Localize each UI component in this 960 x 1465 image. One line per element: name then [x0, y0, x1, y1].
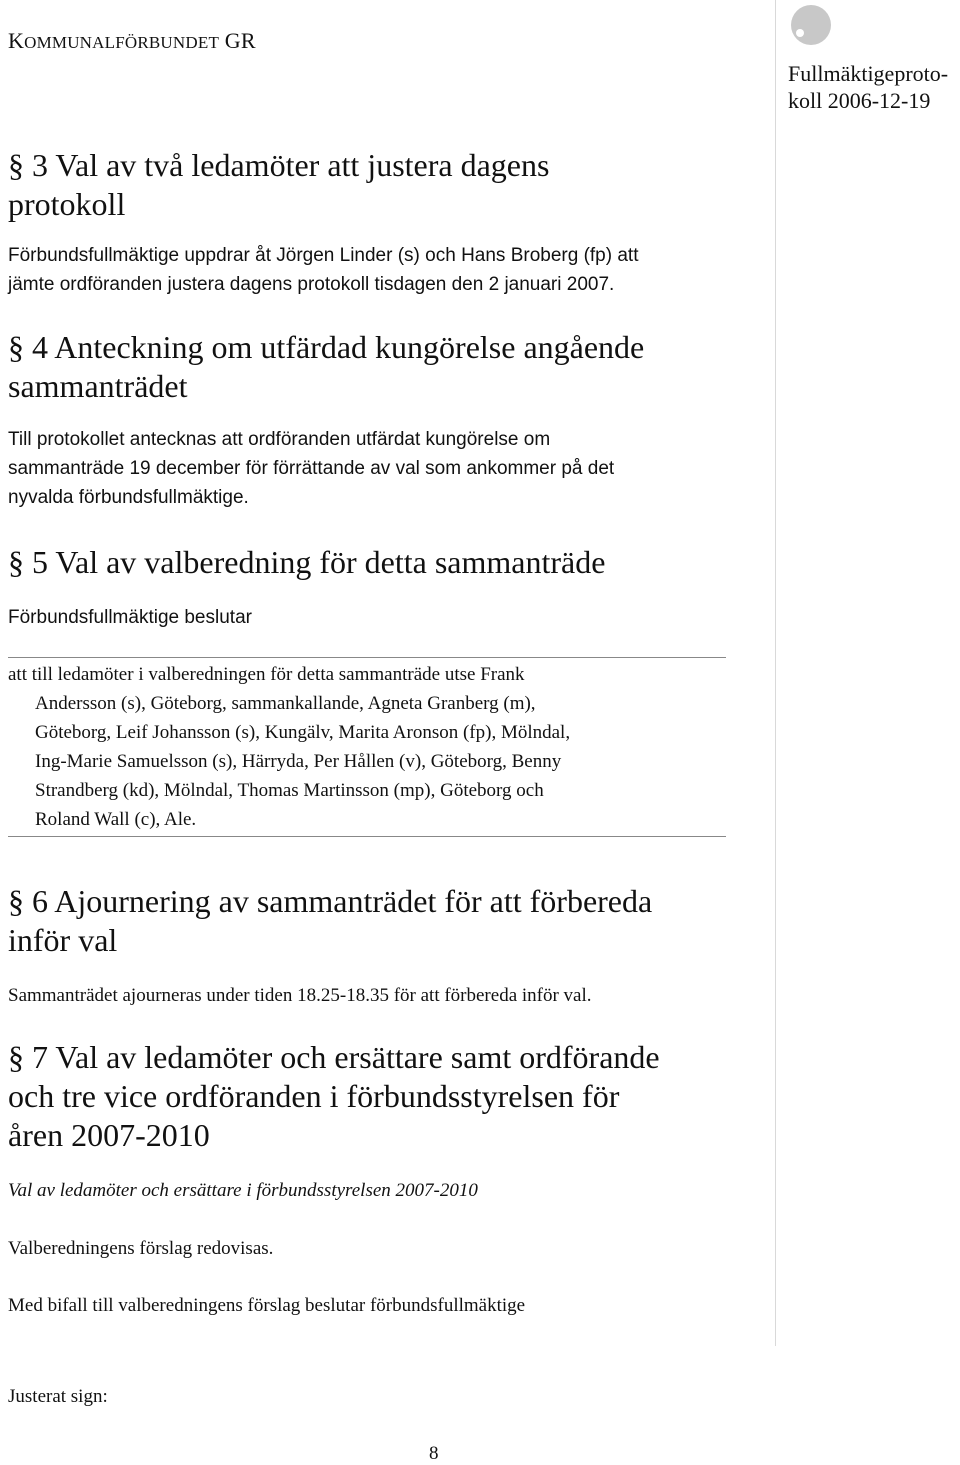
gr-logo-icon	[788, 2, 834, 48]
section-7-body-line1: Valberedningens förslag redovisas.	[8, 1238, 274, 1259]
section-7-title-line1: 7 Val av ledamöter och ersättare samt ordförande	[32, 1039, 660, 1075]
section-7-title	[8, 1038, 768, 1155]
section-7-body-line2: Med bifall till valberedningens förslag beslutar förbundsfullmäktige	[8, 1295, 526, 1316]
document-type	[788, 60, 958, 114]
section-7-subheading: Val av ledamöter och ersättare i förbundsstyrelsen 2007-2010	[8, 1180, 478, 1201]
org-name-first-letter: K	[8, 28, 25, 53]
section-4-title-line1: 4 Anteckning om utfärdad kungörelse angående	[32, 329, 645, 365]
decision-line6: Roland Wall (c), Ale.	[35, 809, 197, 830]
paragraph-symbol: §	[8, 544, 24, 580]
section-3-title-line2: protokoll	[8, 186, 126, 222]
margin-divider	[775, 0, 776, 1346]
section-4-body-line3: nyvalda förbundsfullmäktige.	[8, 487, 249, 508]
paragraph-symbol: §	[8, 147, 24, 183]
decision-line2: Andersson (s), Göteborg, sammankallande, Agneta Granberg (m),	[35, 693, 536, 714]
section-4-title	[8, 328, 768, 406]
section-5	[8, 543, 768, 582]
section-5-title-line1: 5 Val av valberedning för detta sammanträde	[32, 544, 606, 580]
section-3-body	[8, 241, 768, 299]
page-number: 8	[429, 1443, 439, 1464]
doc-type-line1: Fullmäktigeproto-	[788, 61, 949, 86]
section-5-body-line1: Förbundsfullmäktige beslutar	[8, 607, 252, 628]
decision-line1: att till ledamöter i valberedningen för detta sammanträde utse Frank	[8, 664, 525, 685]
org-name-rest: OMMUNALFÖRBUNDET	[24, 33, 220, 52]
section-6	[8, 882, 768, 960]
paragraph-symbol: §	[8, 883, 24, 919]
section-6-title-line2: inför val	[8, 922, 118, 958]
org-name-suffix: GR	[224, 28, 256, 53]
section-3-title	[8, 146, 768, 224]
section-4-body-line1: Till protokollet antecknas att ordföranden utfärdat kungörelse om	[8, 429, 551, 450]
paragraph-symbol: §	[8, 1039, 24, 1075]
section-7-title-line3: åren 2007-2010	[8, 1117, 210, 1153]
section-6-body	[8, 981, 768, 1010]
organization-name	[8, 28, 256, 54]
section-4-body	[8, 425, 768, 512]
section-4-title-line2: sammanträdet	[8, 368, 188, 404]
section-6-body-line1: Sammanträdet ajourneras under tiden 18.25-18.35 för att förbereda inför val.	[8, 985, 592, 1006]
section-4-body-line2: sammanträde 19 december för förrättande av val som ankommer på det	[8, 458, 615, 479]
section-3-body-line2: jämte ordföranden justera dagens protokoll tisdagen den 2 januari 2007.	[8, 274, 615, 295]
section-4	[8, 328, 768, 406]
section-5-title	[8, 543, 768, 582]
section-6-title-line1: 6 Ajournering av sammanträdet för att förbereda	[32, 883, 653, 919]
decision-line3: Göteborg, Leif Johansson (s), Kungälv, Marita Aronson (fp), Mölndal,	[35, 722, 571, 743]
doc-type-line2: koll 2006-12-19	[788, 88, 931, 113]
section-7-title-line2: och tre vice ordföranden i förbundsstyrelsen för	[8, 1078, 620, 1114]
section-3-body-line1: Förbundsfullmäktige uppdrar åt Jörgen Linder (s) och Hans Broberg (fp) att	[8, 245, 639, 266]
paragraph-symbol: §	[8, 329, 24, 365]
decision-block	[8, 657, 726, 837]
section-3	[8, 146, 768, 224]
signature-label: Justerat sign:	[8, 1386, 108, 1407]
section-5-body	[8, 603, 768, 632]
section-3-title-line1: 3 Val av två ledamöter att justera dagens	[32, 147, 550, 183]
decision-line4: Ing-Marie Samuelsson (s), Härryda, Per Hållen (v), Göteborg, Benny	[35, 751, 562, 772]
section-6-title	[8, 882, 768, 960]
section-7	[8, 1038, 768, 1155]
decision-line5: Strandberg (kd), Mölndal, Thomas Martinsson (mp), Göteborg och	[35, 780, 544, 801]
